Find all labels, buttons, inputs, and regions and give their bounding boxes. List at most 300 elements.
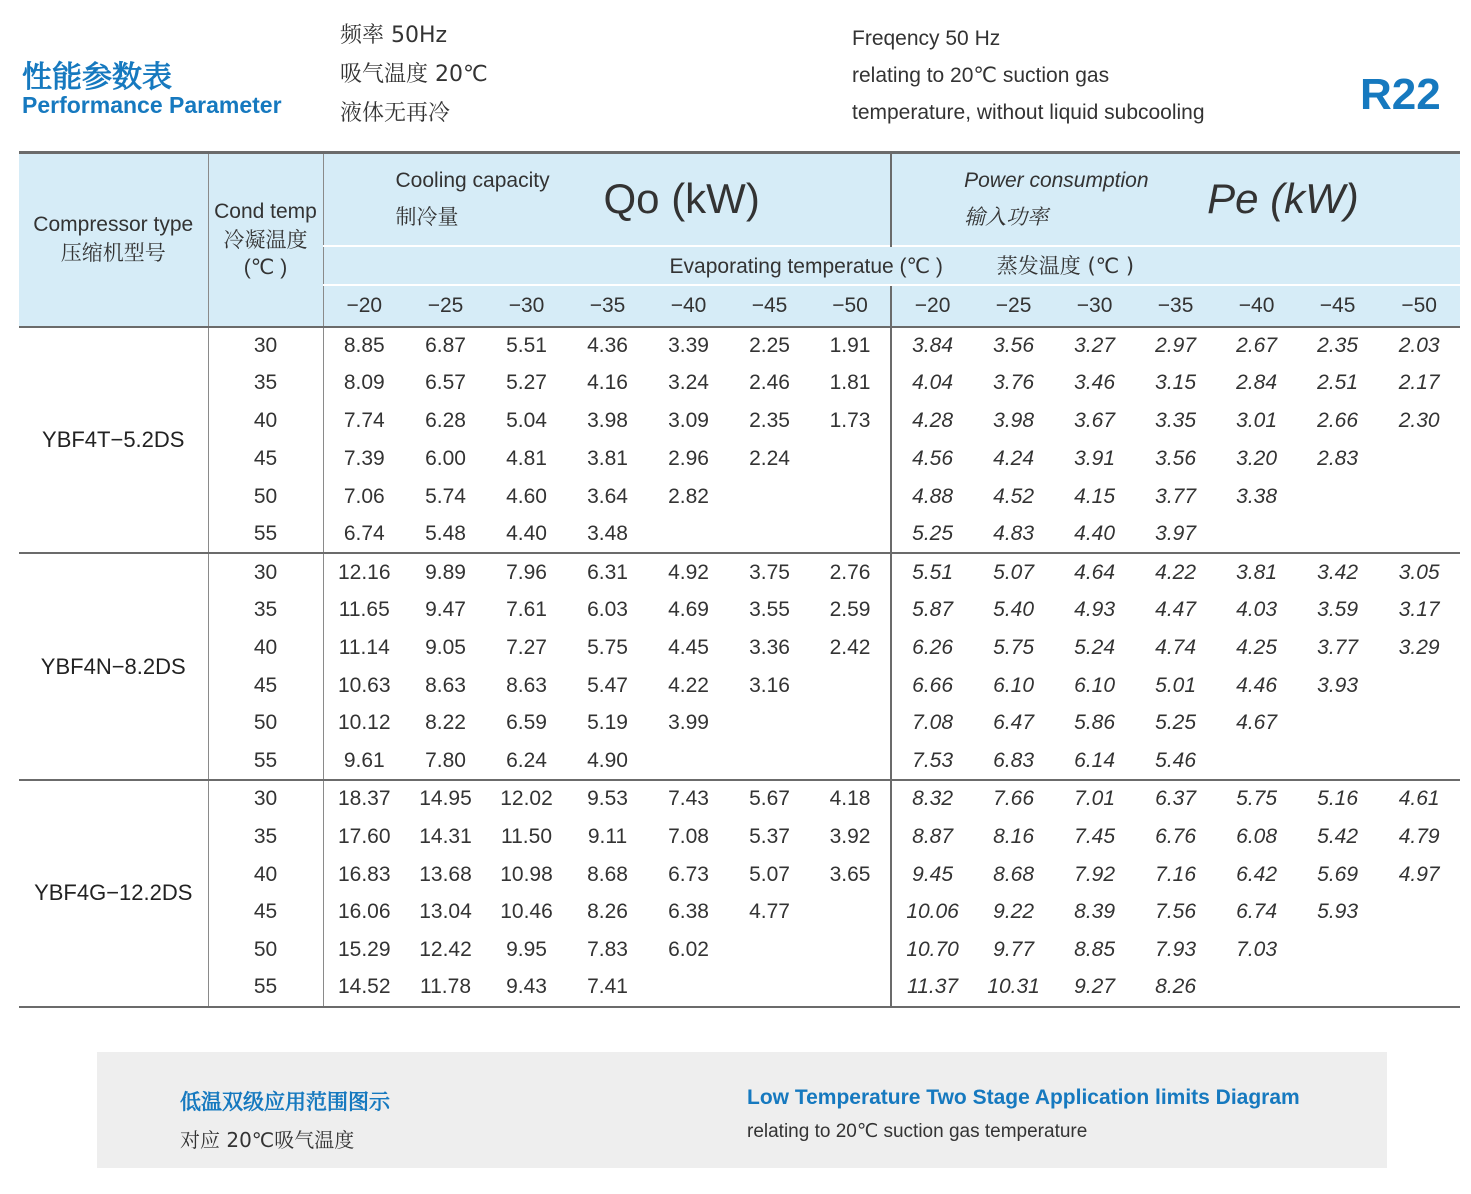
cond-temp-unit: (℃ ): [243, 255, 288, 279]
power-consumption-cell: [1297, 704, 1378, 742]
power-consumption-cell: 2.66: [1317, 408, 1359, 432]
power-consumption-cell: 5.75: [993, 635, 1035, 659]
cooling-capacity-cell: 3.24: [668, 371, 709, 395]
power-consumption-cell: 5.69: [1317, 862, 1359, 886]
cooling-capacity-cell: 4.22: [668, 673, 709, 697]
cooling-capacity-cell: 8.63: [506, 673, 547, 697]
cond-temp-value: 45: [208, 440, 323, 478]
power-consumption-cell: 3.98: [993, 408, 1035, 432]
power-consumption-cell: [1216, 515, 1297, 553]
evap-temp-header: [323, 246, 1460, 285]
model-name: YBF4N−8.2DS: [19, 553, 208, 780]
power-consumption-cell: 10.31: [973, 969, 1054, 1007]
power-consumption-cell: 7.53: [891, 742, 973, 780]
capacity-label-cn: 制冷量: [395, 205, 459, 230]
cooling-capacity-cell: 16.06: [323, 893, 405, 931]
banner-subtitle-cn: 对应 20℃吸气温度: [180, 1128, 355, 1152]
power-consumption-cell: 8.85: [1074, 938, 1116, 962]
power-consumption-cell: [1378, 742, 1460, 780]
evap-label-en: Evaporating temperatue (℃ ): [669, 255, 943, 278]
cooling-capacity-cell: [729, 742, 810, 780]
power-consumption-cell: 5.42: [1317, 824, 1359, 848]
cooling-capacity-cell: 14.52: [323, 969, 405, 1007]
power-consumption-cell: 4.83: [973, 515, 1054, 553]
cond-temp-value: 45: [208, 893, 323, 931]
power-unit: Pe (kW): [1207, 175, 1359, 223]
cooling-capacity-cell: 11.65: [323, 591, 405, 629]
cooling-capacity-cell: 2.42: [829, 635, 871, 659]
power-consumption-cell: 4.74: [1155, 635, 1197, 659]
cooling-capacity-cell: 14.31: [419, 824, 472, 848]
power-consumption-cell: 6.37: [1155, 787, 1197, 811]
cooling-capacity-cell: 2.24: [749, 446, 790, 470]
cooling-capacity-cell: 13.68: [419, 862, 472, 886]
cooling-capacity-cell: 6.28: [425, 408, 466, 432]
banner-title-cn: 低温双级应用范围图示: [180, 1090, 390, 1114]
evap-temp-pe-col: −40: [1216, 285, 1297, 327]
power-consumption-cell: 9.45: [891, 856, 973, 894]
refrigerant-label: R22: [1360, 70, 1441, 119]
cooling-capacity-cell: 5.51: [506, 333, 547, 357]
table-row: [19, 402, 1460, 440]
compressor-type-label-cn: 压缩机型号: [60, 240, 166, 265]
cooling-capacity-cell: 4.81: [506, 446, 547, 470]
power-consumption-cell: 3.01: [1236, 408, 1278, 432]
cooling-capacity-cell: 4.92: [668, 560, 709, 584]
power-consumption-cell: 5.46: [1135, 742, 1216, 780]
power-consumption-cell: 3.81: [1236, 560, 1278, 584]
cooling-capacity-cell: 5.37: [749, 824, 790, 848]
cooling-capacity-cell: 11.14: [323, 629, 405, 667]
cooling-capacity-cell: 1.91: [829, 333, 871, 357]
power-consumption-cell: 2.83: [1317, 446, 1359, 470]
power-consumption-cell: 2.97: [1155, 333, 1197, 357]
table-row: [19, 780, 1460, 818]
cooling-capacity-cell: 10.98: [500, 862, 553, 886]
cooling-capacity-cell: 8.68: [587, 862, 628, 886]
application-limits-banner: [97, 1052, 1387, 1168]
cond-temp-value: 35: [208, 818, 323, 856]
cooling-capacity-cell: 7.61: [506, 597, 547, 621]
cooling-capacity-cell: 2.35: [749, 408, 790, 432]
cooling-capacity-cell: 3.92: [829, 824, 871, 848]
cooling-capacity-cell: 2.25: [749, 333, 790, 357]
cooling-capacity-cell: [810, 931, 891, 969]
cooling-capacity-cell: 12.16: [323, 553, 405, 591]
table-row: [19, 591, 1460, 629]
cooling-capacity-cell: 6.02: [668, 938, 709, 962]
evap-temp-pe-col: −20: [891, 285, 973, 327]
power-consumption-cell: 9.77: [993, 938, 1035, 962]
conditions-cn: [340, 16, 488, 133]
table-row: [19, 364, 1460, 402]
power-consumption-cell: 4.04: [891, 364, 973, 402]
model-name: YBF4G−12.2DS: [19, 780, 208, 1007]
table-row: [19, 478, 1460, 516]
table-row: [19, 969, 1460, 1007]
cooling-capacity-cell: 3.09: [668, 408, 709, 432]
cooling-capacity-cell: [648, 742, 729, 780]
model-name: YBF4T−5.2DS: [19, 327, 208, 554]
power-consumption-cell: 5.25: [1155, 711, 1197, 735]
power-consumption-cell: 10.70: [891, 931, 973, 969]
power-consumption-cell: 4.88: [891, 478, 973, 516]
power-consumption-cell: [1378, 440, 1460, 478]
power-consumption-cell: [1297, 969, 1378, 1007]
cooling-capacity-cell: 6.74: [323, 515, 405, 553]
power-consumption-cell: [1378, 515, 1460, 553]
cooling-capacity-cell: 5.19: [587, 711, 628, 735]
condition-cn-suction: 吸气温度 20℃: [340, 62, 488, 87]
cooling-capacity-cell: 5.74: [425, 484, 466, 508]
cooling-capacity-cell: 9.61: [323, 742, 405, 780]
cooling-capacity-cell: 5.48: [405, 515, 486, 553]
cooling-capacity-cell: [729, 969, 810, 1007]
power-consumption-cell: [1297, 515, 1378, 553]
table-row: [19, 553, 1460, 591]
power-consumption-cell: 8.26: [1135, 969, 1216, 1007]
power-consumption-cell: 5.86: [1074, 711, 1116, 735]
cooling-capacity-cell: 5.07: [749, 862, 790, 886]
cooling-capacity-cell: 5.75: [587, 635, 628, 659]
table-row: [19, 327, 1460, 365]
power-consumption-cell: 3.17: [1398, 597, 1440, 621]
power-consumption-cell: 3.76: [993, 371, 1035, 395]
cooling-capacity-cell: 12.02: [500, 787, 553, 811]
cond-temp-value: 40: [208, 629, 323, 667]
cond-temp-value: 30: [208, 553, 323, 591]
cooling-capacity-cell: 3.48: [567, 515, 648, 553]
conditions-en: [852, 20, 1205, 131]
power-consumption-cell: 5.40: [993, 597, 1035, 621]
cooling-capacity-cell: 5.04: [506, 408, 547, 432]
table-row: [19, 893, 1460, 931]
cond-temp-value: 50: [208, 704, 323, 742]
condition-cn-subcooling: 液体无再冷: [340, 101, 451, 126]
power-consumption-cell: 7.45: [1074, 824, 1116, 848]
condition-en-subcooling: temperature, without liquid subcooling: [852, 101, 1205, 124]
power-consumption-cell: 5.87: [891, 591, 973, 629]
cooling-capacity-cell: 7.43: [668, 787, 709, 811]
cooling-capacity-cell: 6.73: [668, 862, 709, 886]
cooling-capacity-cell: 6.57: [425, 371, 466, 395]
cond-temp-value: 45: [208, 667, 323, 705]
evap-temp-qo-col: −20: [323, 285, 405, 327]
table-row: [19, 931, 1460, 969]
cooling-capacity-cell: 15.29: [323, 931, 405, 969]
cond-temp-header: [208, 153, 323, 327]
cooling-capacity-cell: 3.98: [587, 408, 628, 432]
power-consumption-cell: 2.51: [1317, 371, 1359, 395]
power-consumption-cell: 7.16: [1155, 862, 1197, 886]
cooling-capacity-cell: 13.04: [419, 900, 472, 924]
cond-temp-value: 35: [208, 591, 323, 629]
power-consumption-cell: 3.38: [1236, 484, 1278, 508]
power-consumption-cell: 4.15: [1074, 484, 1116, 508]
cooling-capacity-cell: 5.47: [587, 673, 628, 697]
power-consumption-cell: 4.64: [1074, 560, 1116, 584]
cooling-capacity-cell: 6.03: [587, 597, 628, 621]
evap-temp-pe-col: −30: [1054, 285, 1135, 327]
power-consumption-cell: 9.27: [1054, 969, 1135, 1007]
cooling-capacity-cell: 11.78: [405, 969, 486, 1007]
cooling-capacity-cell: 2.59: [829, 597, 871, 621]
condition-en-frequency: Freqency 50 Hz: [852, 27, 1001, 50]
banner-title-en: Low Temperature Two Stage Application limits Diagram: [747, 1086, 1300, 1109]
power-consumption-cell: 8.68: [993, 862, 1035, 886]
cooling-capacity-cell: 9.11: [587, 824, 628, 848]
table-row: [19, 440, 1460, 478]
cooling-capacity-cell: [729, 515, 810, 553]
cooling-capacity-cell: [810, 478, 891, 516]
table-row: [19, 667, 1460, 705]
power-label-cn: 输入功率: [964, 205, 1049, 230]
power-consumption-cell: 3.42: [1317, 560, 1359, 584]
cooling-capacity-cell: 7.39: [323, 440, 405, 478]
evap-temp-qo-col: −35: [567, 285, 648, 327]
cooling-capacity-cell: 5.27: [506, 371, 547, 395]
power-consumption-cell: 6.08: [1236, 824, 1278, 848]
evap-label-cn: 蒸发温度 (℃ ): [996, 254, 1135, 278]
power-consumption-cell: 3.77: [1155, 484, 1197, 508]
condition-en-suction: relating to 20℃ suction gas: [852, 64, 1110, 87]
table-row: [19, 742, 1460, 780]
power-consumption-cell: [1297, 478, 1378, 516]
power-consumption-cell: 8.87: [891, 818, 973, 856]
cooling-capacity-cell: 7.08: [668, 824, 709, 848]
power-consumption-cell: 2.03: [1398, 333, 1440, 357]
evap-temp-qo-col: −45: [729, 285, 810, 327]
cooling-capacity-cell: 4.90: [567, 742, 648, 780]
cooling-capacity-cell: 9.53: [587, 787, 628, 811]
power-consumption-cell: 7.56: [1155, 900, 1197, 924]
cooling-capacity-cell: [810, 969, 891, 1007]
table-row: [19, 629, 1460, 667]
power-consumption-cell: 4.47: [1155, 597, 1197, 621]
power-consumption-cell: 7.01: [1074, 787, 1116, 811]
cooling-capacity-cell: 17.60: [323, 818, 405, 856]
cooling-capacity-cell: 7.41: [567, 969, 648, 1007]
cooling-capacity-cell: 3.36: [749, 635, 790, 659]
power-consumption-cell: 5.93: [1317, 900, 1359, 924]
cooling-capacity-cell: 8.63: [425, 673, 466, 697]
cooling-capacity-cell: 9.05: [425, 635, 466, 659]
power-consumption-cell: 4.79: [1398, 824, 1440, 848]
cooling-capacity-cell: 6.24: [486, 742, 567, 780]
cooling-capacity-cell: 4.69: [668, 597, 709, 621]
cooling-capacity-cell: 6.31: [587, 560, 628, 584]
power-consumption-cell: 3.27: [1074, 333, 1116, 357]
evap-temp-pe-col: −35: [1135, 285, 1216, 327]
cooling-capacity-cell: 8.09: [323, 364, 405, 402]
power-consumption-cell: 8.16: [993, 824, 1035, 848]
power-consumption-cell: [1378, 667, 1460, 705]
cond-temp-value: 30: [208, 780, 323, 818]
power-consumption-cell: 6.26: [891, 629, 973, 667]
compressor-type-label: Compressor type: [33, 212, 194, 236]
power-consumption-cell: 6.83: [973, 742, 1054, 780]
cooling-capacity-cell: [729, 478, 810, 516]
power-consumption-cell: 5.24: [1074, 635, 1116, 659]
power-consumption-cell: 6.76: [1155, 824, 1197, 848]
cooling-capacity-cell: 9.95: [506, 938, 547, 962]
cond-temp-value: 50: [208, 478, 323, 516]
cooling-capacity-cell: [648, 969, 729, 1007]
cooling-capacity-cell: 4.36: [587, 333, 628, 357]
power-consumption-cell: 8.32: [891, 780, 973, 818]
cond-temp-value: 55: [208, 515, 323, 553]
power-consumption-cell: 3.67: [1074, 408, 1116, 432]
cond-temp-value: 40: [208, 402, 323, 440]
cooling-capacity-cell: 9.43: [486, 969, 567, 1007]
power-consumption-cell: 3.91: [1074, 446, 1116, 470]
evap-temp-pe-col: −50: [1378, 285, 1460, 327]
cooling-capacity-cell: 4.77: [749, 900, 790, 924]
cooling-capacity-cell: 3.64: [587, 484, 628, 508]
cooling-capacity-cell: 6.38: [668, 900, 709, 924]
power-consumption-cell: [1297, 931, 1378, 969]
power-consumption-cell: 4.46: [1236, 673, 1278, 697]
power-consumption-cell: 2.84: [1236, 371, 1278, 395]
cooling-capacity-cell: 3.55: [749, 597, 790, 621]
power-consumption-cell: 5.01: [1155, 673, 1197, 697]
power-consumption-cell: 2.67: [1236, 333, 1278, 357]
cond-temp-value: 40: [208, 856, 323, 894]
power-label-en: Power consumption: [964, 169, 1149, 193]
power-consumption-cell: 6.74: [1236, 900, 1278, 924]
power-consumption-cell: [1378, 969, 1460, 1007]
power-consumption-cell: 4.22: [1155, 560, 1197, 584]
cooling-capacity-cell: 7.27: [506, 635, 547, 659]
power-consumption-cell: 6.10: [993, 673, 1035, 697]
power-consumption-cell: [1378, 893, 1460, 931]
power-consumption-cell: 7.08: [891, 704, 973, 742]
banner-subtitle-en: relating to 20℃ suction gas temperature: [747, 1121, 1088, 1142]
power-consumption-cell: 2.35: [1317, 333, 1359, 357]
cooling-capacity-cell: 5.67: [749, 787, 790, 811]
cooling-capacity-cell: 4.18: [829, 787, 871, 811]
capacity-label-en: Cooling capacity: [395, 169, 550, 193]
cooling-capacity-cell: [810, 893, 891, 931]
cooling-capacity-cell: 8.26: [587, 900, 628, 924]
cooling-capacity-cell: 10.63: [323, 667, 405, 705]
evap-temp-qo-col: −40: [648, 285, 729, 327]
power-consumption-cell: 7.03: [1236, 938, 1278, 962]
power-consumption-cell: 5.75: [1236, 787, 1278, 811]
cond-temp-value: 55: [208, 742, 323, 780]
cooling-capacity-cell: 2.96: [668, 446, 709, 470]
cond-temp-label-cn: 冷凝温度: [223, 227, 308, 252]
cond-temp-value: 30: [208, 327, 323, 365]
power-consumption-cell: 8.39: [1074, 900, 1116, 924]
power-consumption-cell: 3.20: [1236, 446, 1278, 470]
title-en: Performance Parameter: [22, 92, 282, 118]
power-consumption-cell: 11.37: [891, 969, 973, 1007]
power-consumption-cell: [1216, 742, 1297, 780]
power-consumption-cell: 4.93: [1074, 597, 1116, 621]
power-consumption-cell: 6.66: [891, 667, 973, 705]
power-consumption-cell: 10.06: [891, 893, 973, 931]
power-consumption-cell: 4.61: [1398, 787, 1440, 811]
compressor-type-header: [19, 153, 208, 327]
power-consumption-cell: 4.97: [1398, 862, 1440, 886]
title-cn: 性能参数表: [22, 60, 172, 95]
cooling-capacity-cell: 10.46: [500, 900, 553, 924]
cond-temp-value: 55: [208, 969, 323, 1007]
cooling-capacity-cell: 4.60: [506, 484, 547, 508]
cooling-capacity-cell: [810, 667, 891, 705]
cooling-capacity-cell: [810, 704, 891, 742]
capacity-unit: Qo (kW): [603, 175, 760, 223]
power-consumption-cell: 3.97: [1135, 515, 1216, 553]
cooling-capacity-cell: 7.96: [506, 560, 547, 584]
cooling-capacity-cell: 1.81: [829, 371, 871, 395]
power-consumption-cell: 7.66: [993, 787, 1035, 811]
power-consumption-cell: 7.92: [1074, 862, 1116, 886]
cooling-capacity-cell: 3.99: [668, 711, 709, 735]
cooling-capacity-cell: 10.12: [323, 704, 405, 742]
power-consumption-cell: 7.93: [1155, 938, 1197, 962]
power-consumption-cell: 3.56: [993, 333, 1035, 357]
capacity-header: [323, 153, 891, 246]
table-row: [19, 704, 1460, 742]
cooling-capacity-cell: 7.83: [587, 938, 628, 962]
power-consumption-cell: 4.03: [1236, 597, 1278, 621]
cooling-capacity-cell: [729, 704, 810, 742]
power-consumption-cell: 3.56: [1155, 446, 1197, 470]
power-consumption-cell: 6.42: [1236, 862, 1278, 886]
power-consumption-cell: 3.29: [1398, 635, 1440, 659]
power-consumption-cell: 4.25: [1236, 635, 1278, 659]
evap-temp-qo-col: −50: [810, 285, 891, 327]
power-consumption-cell: [1378, 931, 1460, 969]
cooling-capacity-cell: [810, 742, 891, 780]
cooling-capacity-cell: [729, 931, 810, 969]
cooling-capacity-cell: 12.42: [419, 938, 472, 962]
power-consumption-cell: [1216, 969, 1297, 1007]
cond-temp-value: 35: [208, 364, 323, 402]
cooling-capacity-cell: 2.46: [749, 371, 790, 395]
power-consumption-cell: 3.77: [1317, 635, 1359, 659]
cooling-capacity-cell: 4.45: [668, 635, 709, 659]
table-row: [19, 515, 1460, 553]
power-consumption-cell: 4.40: [1054, 515, 1135, 553]
cooling-capacity-cell: 2.82: [668, 484, 709, 508]
performance-table: [19, 151, 1460, 1008]
power-consumption-cell: 6.10: [1074, 673, 1116, 697]
power-consumption-cell: [1297, 742, 1378, 780]
page-header: [0, 0, 1471, 150]
power-consumption-cell: [1378, 704, 1460, 742]
table-row: [19, 818, 1460, 856]
cooling-capacity-cell: 18.37: [323, 780, 405, 818]
cooling-capacity-cell: 7.06: [323, 478, 405, 516]
evap-temp-pe-col: −25: [973, 285, 1054, 327]
power-header: [891, 153, 1460, 246]
cooling-capacity-cell: 6.59: [506, 711, 547, 735]
power-consumption-cell: 4.67: [1236, 711, 1278, 735]
power-consumption-cell: 5.07: [993, 560, 1035, 584]
power-consumption-cell: 3.59: [1317, 597, 1359, 621]
cooling-capacity-cell: 9.47: [425, 597, 466, 621]
cooling-capacity-cell: [810, 440, 891, 478]
power-consumption-cell: 9.22: [993, 900, 1035, 924]
cooling-capacity-cell: 3.16: [749, 673, 790, 697]
power-consumption-cell: 4.28: [891, 402, 973, 440]
power-consumption-cell: 3.05: [1398, 560, 1440, 584]
condition-cn-frequency: 频率 50Hz: [340, 23, 448, 48]
cooling-capacity-cell: 3.81: [587, 446, 628, 470]
